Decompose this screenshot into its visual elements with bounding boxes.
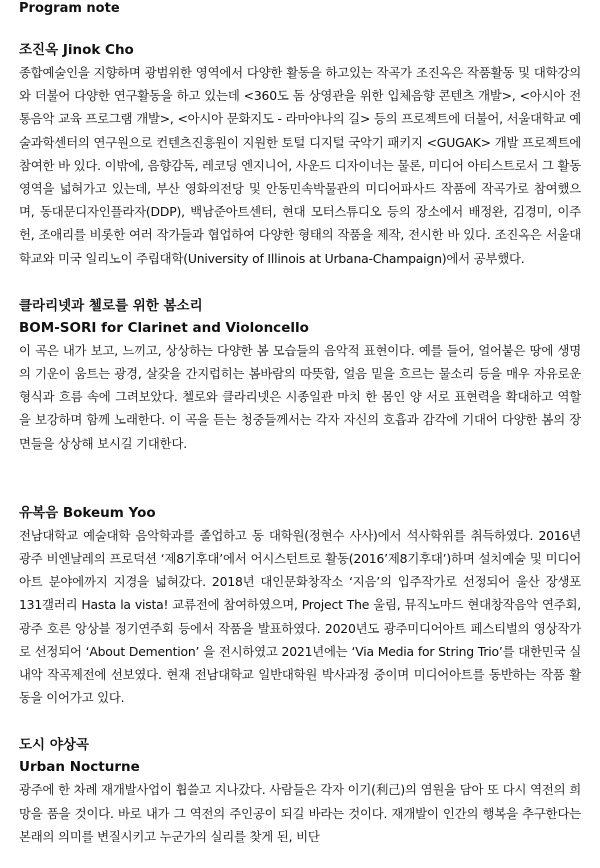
page-title: Program note xyxy=(19,1,120,16)
program-note-page xyxy=(0,1,600,868)
section-bokeum-yoo xyxy=(19,502,581,710)
spacer xyxy=(19,270,581,295)
work-title-english: BOM-SORI for Clarinet and Violoncello xyxy=(19,319,309,336)
spacer xyxy=(19,709,581,734)
work-note: 광주에 한 차례 재개발사업이 휩쓸고 지나갔다. 사람들은 각자 이기(利己)의 염원을 담아 또 다시 역전의 희망을 품을 것이다. 바로 내가 그 역전의 주인공이 되길 바라는 것이다. 재개발이 인간의 행복을 추구한다는 본래의 의미를 변질시키고 누군가의 실리를 찾게 된, 비단 xyxy=(19,782,581,844)
work-note: 이 곡은 내가 보고, 느끼고, 상상하는 다양한 봄 모습들의 음악적 표현이다. 예를 들어, 얼어붙은 땅에 생명의 기운이 움트는 광경, 살갗을 간지럽히는 봄바람의 따뜻함, 얼음 밑을 흐르는 물소리 등을 매우 자유로운 형식과 흐름 속에 그려보았다. 첼로와 클라리넷은 시종일관 마치 한 몸인 양 서로 표현력을 확대하고 역할을 보강하며 함께 노래한다. 이 곡을 듣는 청중들께서는 각자 자신의 호흡과 감각에 기대어 다양한 봄의 장면들을 상상해 보시길 기대한다. xyxy=(19,342,581,451)
work-title-korean: 도시 야상곡 xyxy=(19,737,89,754)
composer-bio: 종합예술인을 지향하며 광범위한 영역에서 다양한 활동을 하고있는 작곡가 조진옥은 작품활동 및 대학강의와 더불어 다양한 연구활동을 하고 있는데 <360도 돔 상영관을 위한 입체음향 콘텐츠 개발>, <아시아 전통음악 교육 프로그램 개발>, <아시아 문화지도 - 라마야나의 길> 등의 프로젝트에 더불어, 서울대학교 예술과학센터의 연구원으로 컨텐츠진흥원이 지원한 토털 디지털 국악기 패키지 <GUGAK> 개발 프로젝트에 참여한 바 있다. 이밖에, 음향감독, 레코딩 엔지니어, 사운드 디자이너는 물론, 미디어 아티스트로서 그 활동영역을 넓혀가고 있는데, 부산 영화의전당 및 안동민속박물관의 미디어파사드 작품에 작곡가로 참여했으며, 동대문디자인플라자(DDP), 백남준아트센터, 현대 모터스튜디오 등의 장소에서 배정완, 김경미, 이주헌, 조애리를 비롯한 여러 작가들과 협업하여 다양한 형태의 작품을 제작, 전시한 바 있다. 조진옥은 서울대학교와 미국 일리노이 주립대학(University of Illinois at Urbana-Champaign)에서 공부했다. xyxy=(19,65,581,266)
composer-heading: 조진옥 Jinok Cho xyxy=(19,42,134,58)
section-bom-sori xyxy=(19,295,581,455)
composer-heading: 유복음 Bokeum Yoo xyxy=(19,504,156,521)
work-title-english: Urban Nocturne xyxy=(19,759,140,776)
section-urban-nocturne xyxy=(19,734,581,848)
work-title-korean: 클라리넷과 첼로를 위한 봄소리 xyxy=(19,297,203,314)
spacer xyxy=(19,17,581,39)
composer-bio: 전남대학교 예술대학 음악학과를 졸업하고 동 대학원(정현수 사사)에서 석사학위를 취득하였다. 2016년 광주 비엔날레의 프로덕션 ‘제8기후대’에서 어시스턴트로 활동(2016’제8기후대’)하며 설치예술 및 미디어아트 분야에까지 지경을 넓혀갔다. 2018년 대인문화창작소 ‘지음’의 입주작가로 선정되어 울산 장생포 131갤러리 Hasta la vista! 교류전에 참여하였으며, Project The 울림, 뮤직노마드 현대창작음악 연주회, 광주 호른 앙상블 정기연주회 등에서 작품을 발표하였다. 2020년도 광주미디어아트 페스티벌의 영상작가로 선정되어 ‘About Demention’ 을 전시하였고 2021년에는 ‘Via Media for String Trio’를 대한민국 실내악 작곡제전에 선보였다. 현재 전남대학교 일반대학원 박사과정 중이며 미디어아트를 동반하는 작품 활동을 이어가고 있다. xyxy=(19,527,581,706)
spacer xyxy=(19,455,581,502)
section-jinok-cho xyxy=(19,39,581,270)
